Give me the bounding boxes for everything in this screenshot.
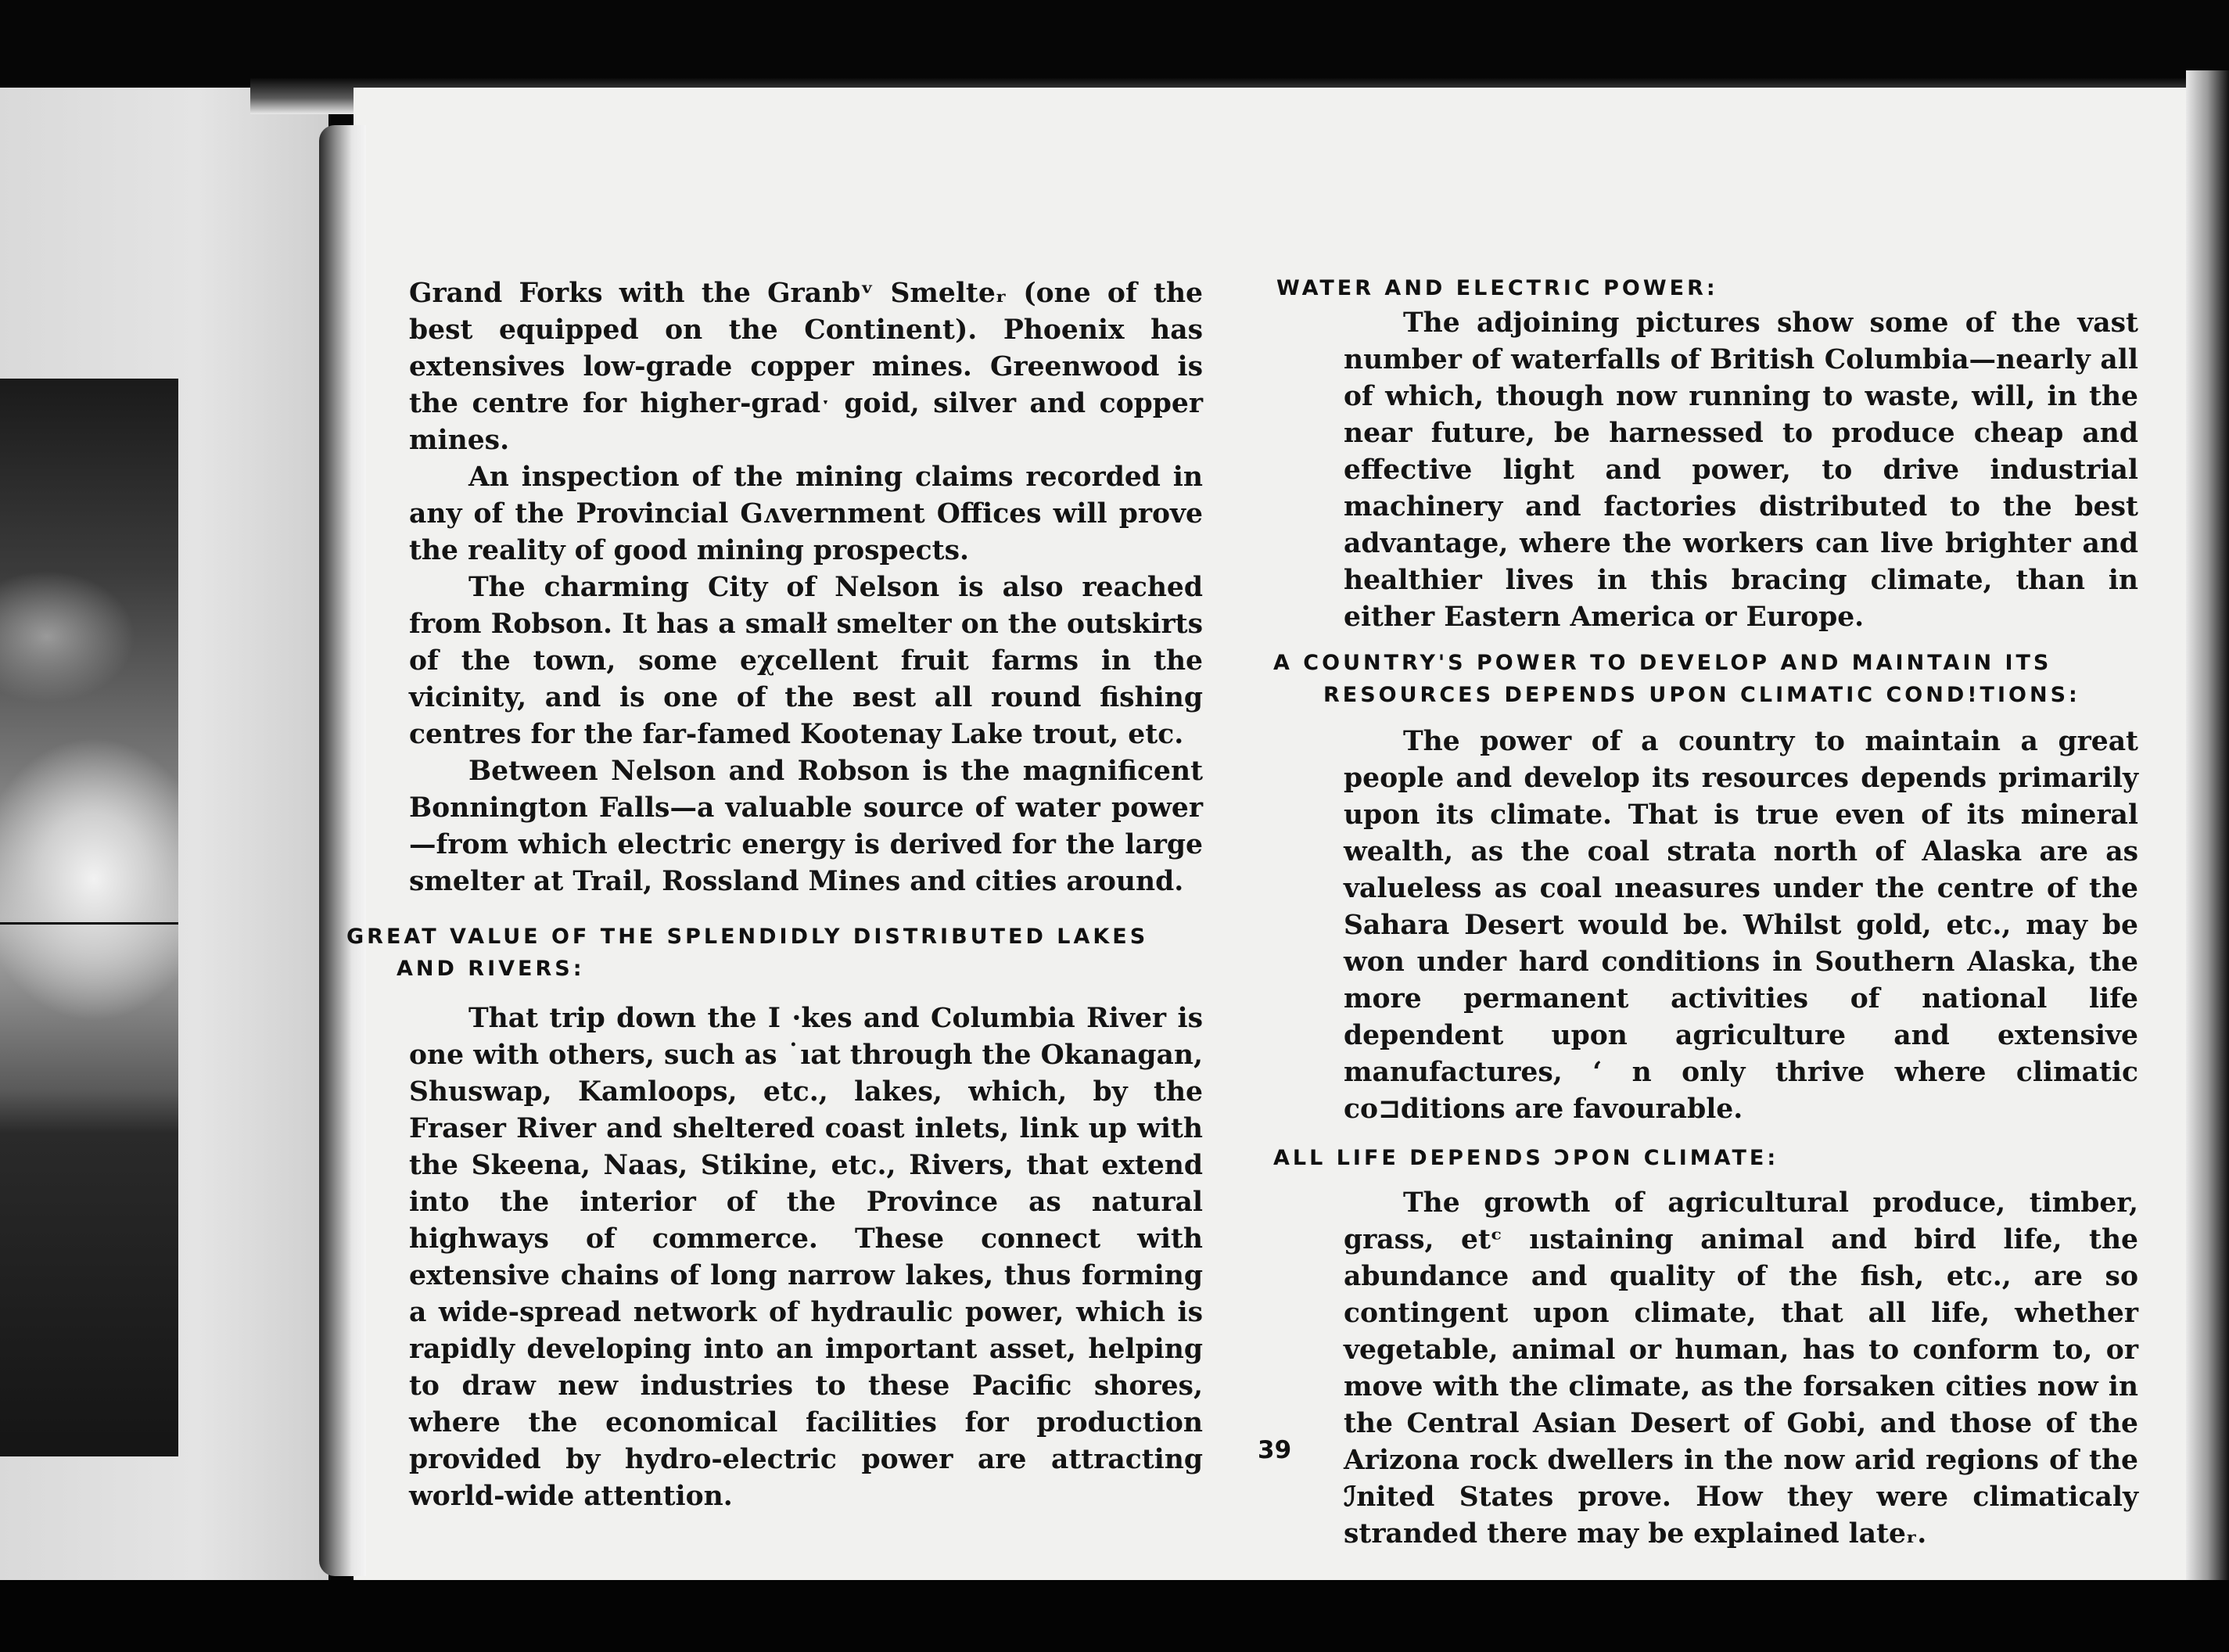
paragraph-mining-claims: An inspection of the mining claims recorded in any of the Provincial Gʌvernment Offices will prove the reality of good mining prospects.: [409, 461, 1203, 566]
book-gutter: [319, 125, 366, 1576]
heading-lakes-rivers: [346, 921, 1203, 985]
heading-country-power: [1273, 647, 2138, 711]
heading-water-electric-power: WATER AND ELECTRIC POWER:: [1276, 276, 1718, 300]
left-page: [0, 88, 328, 1582]
heading-lakes-line2: AND RIVERS:: [397, 957, 585, 981]
paragraph-lakes-trip: That trip down the I ·kes and Columbia River is one with others, such as ˙ıat through the Okanagan, Shuswap, Kamloops, etc., lakes, which, by the Fraser River and sheltered coast inlets, link up with the Skeena, Naas, Stikine, etc., Rivers, that extend into the interior of the Province as natural highways of commerce. These connect with extensive chains of long narrow lakes, thus forming a wide-spread network of hydraulic power, which is rapidly developing into an important asset, helping to draw new industries to these Pacific shores, where the economical facilities for production provided by hydro-electric power are attracting world-wide attention.: [409, 1003, 1203, 1512]
paragraph-nelson: The charming City of Nelson is also reached from Robson. It has a smalł smelter on the outskirts of the town, some eχcellent fruit farms in the vicinity, and is one of the вest all round fishing centres for the far-famed Kootenay Lake trout, etc.: [409, 572, 1203, 750]
scan-bottom-border: [0, 1580, 2229, 1652]
heading-all-life: ALL LIFE DEPENDS ƆPON CLIMATE:: [1273, 1146, 1779, 1170]
page-number: 39: [1258, 1436, 1292, 1464]
paragraph-grand-forks: Grand Forks with the Granbᵛ Smelteᵣ (one of the best equipped on the Continent). Phoenix has extensives low-grade copper mines. Greenwood is the centre for higher-gradˑ goid, silver and copper mines.: [409, 278, 1203, 456]
paragraph-bonnington-falls: Between Nelson and Robson is the magnificent Bonnington Falls—a valuable source of water power—from which electric energy is derived for the large smelter at Trail, Rossland Mines and cities around.: [409, 756, 1203, 897]
paragraph-country-climate: The power of a country to maintain a great people and develop its resources depends primarily upon its climate. That is true even of its mineral wealth, as the coal strata north of Alaska are as valueless as coal ıneasures under the centre of the Sahara Desert would be. Whilst gold, etc., may be won under hard conditions in Southern Alaska, the more permanent activities of national life dependent upon agriculture and extensive manufactures, ‘ n only thrive where climatic co⊐ditions are favourable.: [1344, 726, 2138, 1125]
heading-lakes-line1: GREAT VALUE OF THE SPLENDIDLY DISTRIBUTED LAKES: [346, 925, 1149, 949]
waterfall-photograph: [0, 379, 178, 1456]
heading-country-line1: A COUNTRY'S POWER TO DEVELOP AND MAINTAIN ITS: [1273, 651, 2052, 675]
left-text-column: [346, 275, 1203, 1515]
paragraph-growth-climate: The growth of agricultural produce, timber, grass, etᶜ ııstaining animal and bird life, the abundance and quality of the fish, etc., are so contingent upon climate, that all life, whether vegetable, animal or human, has to conform to, or move with the climate, as the forsaken cities now in the Central Asian Desert of Gobi, and those of the Arizona rock dwellers in the now arid regions of the ℐnited States prove. How they were climaticaly stranded there may be explained lateᵣ.: [1344, 1187, 2138, 1550]
page-right-edge: [2186, 70, 2229, 1584]
paragraph-waterfalls: The adjoining pictures show some of the vast number of waterfalls of British Columbia—nearly all of which, though now running to waste, will, in the near future, be harnessed to produce cheap and effective light and power, to drive industrial machinery and factories distributed to the best advantage, where the workers can live brighter and healthier lives in this bracing climate, than in either Eastern America or Europe.: [1344, 307, 2138, 633]
heading-country-line2: RESOURCES DEPENDS UPON CLIMATIC COND!TIONS:: [1323, 683, 2080, 707]
